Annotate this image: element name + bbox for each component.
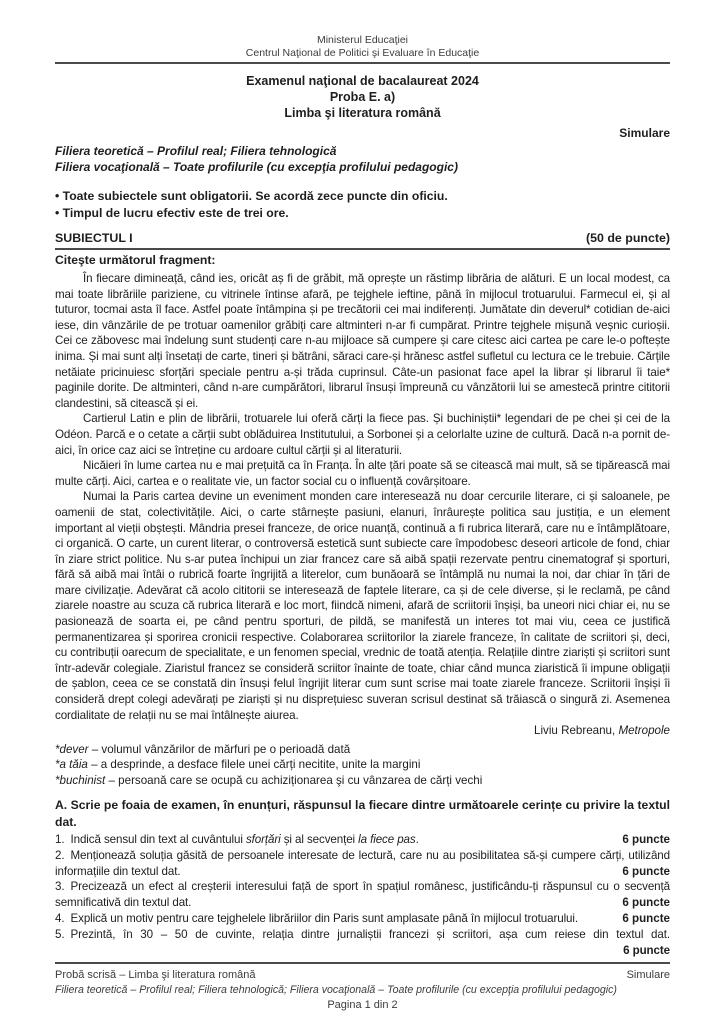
header-divider	[55, 62, 670, 64]
ministry-line2: Centrul Naţional de Politici şi Evaluare în Educaţie	[245, 47, 480, 59]
passage-paragraph-2: Cartierul Latin e plin de librării, trotuarele lui oferă cărți la fiece pas. Și buchiniștii* legendari de pe chei și cei de la Odéon. Parcă e o cetate a cărții subt oblăduirea Institutului, a Sorbonei și a celorlalte uzine de cultură. Dacă n-a pornit de-aici, în orice caz aici se întreține cu ardoare cultul cărții și al literaturii.	[55, 412, 670, 457]
question-text: Precizează un efect al creșterii interesului față de sport în spațiul românesc, justificându-ți răspunsul cu o secvență semnificativă din textul dat.	[55, 880, 670, 910]
question-points: 6 puncte	[614, 911, 670, 927]
footer-page-number: Pagina 1 din 2	[327, 999, 398, 1011]
passage-paragraph-1: În fiecare dimineață, când ies, oricât aș fi de grăbit, mă oprește un răstimp librăria de alături. E un local modest, ca mai toate librăriile pariziene, cu vitrinele întinse afară, pe tejghele ieftine, până în mijlocul trotuarului. Farmecul ei, și al tuturor, tocmai asta îl face. Astfel poate întâmpina și pe trecătorii cei mai indiferenți. Jumătate din deverul* cotidian de-aici iese, din vânzările de pe trotuar oamenilor grăbiți care altminteri n-ar fi cumpărat. Printre tejghele mișună veșnic curioșii. Cei ce zăbovesc mai îndelung sunt studenți care n-au mijloace să cumpere și care citesc aici cartea pe care le-o poftește inima. Și mai sunt alți însetați de carte, tineri și bătrâni, săraci care-și hrănesc astfel sufletul cu lectura ce le trebuie. Cărțile netăiate pricinuiesc sforțări speciale pentru a-și trăda cuprinsul. Câte-un pasionat face apel la librar și librarul îi taie* paginile dorite. De altminteri, când n-are cumpărători, librarul însuși împreună cu vânzătorii lui se amestecă printre cititorii clandestini, să citească și ei.	[55, 272, 670, 410]
reading-passage	[55, 271, 670, 723]
ministry-line1: Ministerul Educaţiei	[316, 34, 409, 46]
question-3	[55, 879, 670, 911]
footnote-definition: – volumul vânzărilor de mărfuri pe o perioadă dată	[88, 742, 351, 756]
subject1-instruction: Citeşte următorul fragment:	[55, 253, 216, 267]
question-number: 4.	[55, 912, 65, 926]
footer-row	[55, 968, 670, 983]
footnote-buchinist	[55, 773, 670, 788]
exam-title-block	[55, 73, 670, 121]
question-1	[55, 832, 670, 848]
question-text: Indică sensul din text al cuvântului	[70, 833, 246, 847]
question-text: Prezintă, în 30 – 50 de cuvinte, relația dintre jurnaliștii francezi și scriitori, așa cum reiese din textul dat.	[70, 927, 670, 941]
footnote-dever	[55, 742, 670, 757]
question-text: Menționează soluția găsită de persoanele interesate de lectură, care nu au posibilitatea să-și cumpere cărți, utilizând informațiile din textul dat.	[55, 848, 670, 878]
question-number: 3.	[55, 880, 65, 894]
subject1-points: (50 de puncte)	[586, 231, 670, 245]
filiera-block	[55, 143, 670, 175]
footer-proba: Probă scrisă – Limba şi literatura română	[55, 969, 256, 981]
subject1-header	[55, 231, 670, 250]
exam-subject: Limba şi literatura română	[284, 106, 441, 120]
filiera-line2: Filiera vocaţională – Toate profilurile (cu excepţia profilului pedagogic)	[55, 160, 458, 174]
footnote-term: *buchinist	[55, 773, 106, 787]
question-line	[55, 927, 670, 943]
passage-paragraph-4: Numai la Paris cartea devine un eveniment monden care interesează nu doar cercurile literare, ci și saloanele, pe oamenii de stat, colectivitățile. Aici, o carte stârnește pasiuni, elanuri, înrâurește politica sau justiția, e un element important al vieții obștești. Mândria presei franceze, de orice nuanță, continuă a fi rubrica literară, care nu e întâmplătoare, ci organică. O carte, un curent literar, o controversă estetică sunt subiecte care împodobesc deseori articole de fond, chiar în ziare strict politice. Nu s-ar putea închipui un ziar francez care să aibă spații rezervate pentru cinematograf și sporturi, fără să aibă mai întâi o rubrică foarte îngrijită a literelor, cum bunăoară se întâmplă nu numai la noi, dar chiar în țări de mare civilizație. Adevărat că acolo cititorii se interesează de faptele literare, ca și de cele diverse, și le reclamă, pe când ziarele noastre au scuza că rubrica literară e loc mort, fiindcă nimeni, afară de scriitorii înșiși, ba uneori nici chiar ei, nu se pasionează de soarta ei, pe când pentru sporturi, de pildă, se manifestă un interes tot mai viu, ceea ce justifică permanentizarea și sporirea cronicii respective. Colaborarea scriitorilor la ziarele franceze, în calitate de scriitori și, deci, cu contribuții oarecum de specialitate, e un fenomen special, vrednic de toată atenția. Relațiile dintre ziariști și scriitori sunt într-adevăr colegiale. Ziaristul francez se consideră scriitor înainte de toate, chiar când munca ziaristică îi impune obligații de șablon, ceea ce se constată din însuși felul îngrijit literar cum sunt scrise mai toate ziarele franceze. Scriitorii înșiși îi consideră drept colegi adevărați pe ziariști și nu disprețuiesc suveran scrisul destinat să trăiască o singură zi. Asemenea cordialitate de relații nu se mai întâlnește aiurea.	[55, 490, 670, 722]
attribution-work: Metropole	[618, 724, 670, 738]
question-5	[55, 927, 670, 959]
question-number: 5.	[55, 927, 65, 941]
footer-simulare: Simulare	[626, 969, 670, 981]
passage-attribution	[55, 723, 670, 739]
subject1-label: SUBIECTUL I	[55, 231, 133, 245]
question-points: 6 puncte	[614, 864, 670, 880]
passage-paragraph-3: Nicăieri în lume cartea nu e mai prețuită ca în Franța. În alte țări poate să se citească mai mult, să se tipărească mai multe cărți. Aici, cartea e o realitate vie, un factor social cu o influență covârșitoare.	[55, 459, 670, 488]
question-points: 6 puncte	[614, 895, 670, 911]
footnote-term: *a tăia	[55, 758, 88, 772]
note-time: • Timpul de lucru efectiv este de trei ore.	[55, 205, 670, 222]
footnote-a-taia	[55, 757, 670, 772]
filiera-line1: Filiera teoretică – Profilul real; Filiera tehnologică	[55, 144, 337, 158]
attribution-author: Liviu Rebreanu,	[534, 724, 619, 738]
ministry-header	[55, 34, 670, 60]
question-number: 1.	[55, 833, 65, 847]
page-footer	[55, 962, 670, 1013]
question-italic-term: la fiece pas	[358, 833, 416, 847]
question-italic-term: sforțări	[245, 833, 281, 847]
question-4	[55, 911, 670, 927]
question-text: și al secvenței	[280, 833, 359, 847]
section-a-heading: A. Scrie pe foaia de examen, în enunțuri, răspunsul la fiecare dintre următoarele cerințe cu privire la textul dat.	[55, 798, 670, 829]
simulare-label: Simulare	[619, 126, 670, 140]
question-text: .	[415, 833, 419, 847]
question-points: 6 puncte	[614, 832, 670, 848]
question-number: 2.	[55, 848, 65, 862]
footnotes	[55, 742, 670, 788]
question-2	[55, 848, 670, 880]
footnote-definition: – persoană care se ocupă cu achiziționarea şi cu vânzarea de cărți vechi	[105, 773, 483, 787]
question-points: 6 puncte	[623, 943, 670, 957]
footnote-definition: – a desprinde, a desface filele unei cărți necitite, unite la margini	[87, 758, 421, 772]
question-text: Explică un motiv pentru care tejghelele librăriilor din Paris sunt amplasate până în mijlocul trotuarului.	[70, 912, 578, 926]
exam-proba: Proba E. a)	[329, 90, 396, 104]
exam-notes	[55, 188, 670, 222]
footnote-term: *dever	[55, 742, 89, 756]
question-list	[55, 832, 670, 958]
exam-title: Examenul naţional de bacalaureat 2024	[246, 74, 479, 88]
note-obligatory: • Toate subiectele sunt obligatorii. Se acordă zece puncte din oficiu.	[55, 188, 670, 205]
footer-filiera: Filiera teoretică – Profilul real; Filiera tehnologică; Filiera vocaţională – Toate profilurile (cu excepţia profilului pedagogic)	[55, 984, 617, 996]
